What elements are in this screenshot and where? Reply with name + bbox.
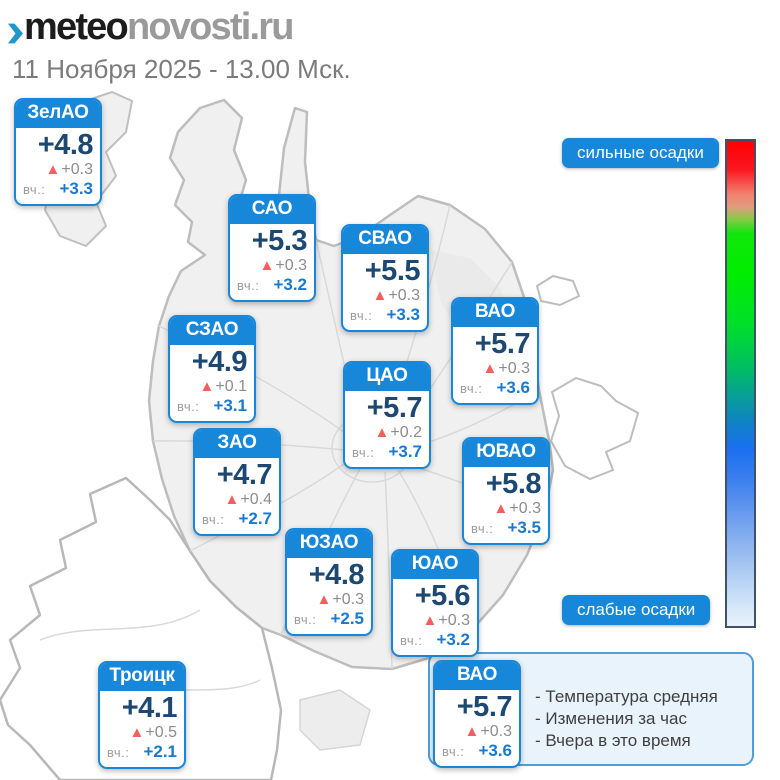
district-temperature: +5.6 [414,580,470,612]
district-temperature: +4.8 [308,559,364,591]
yesterday-label: вч.: [442,744,465,760]
yesterday-label: вч.: [460,381,483,397]
up-triangle-icon: ▲ [259,256,275,274]
weak-precipitation-label: слабые осадки [562,595,710,625]
district-yesterday: +3.3 [386,305,420,325]
up-triangle-icon: ▲ [45,160,61,178]
district-card-ЦАО[interactable] [343,361,431,469]
yesterday-label: вч.: [23,182,46,198]
district-change: +0.1 [215,378,247,396]
up-triangle-icon: ▲ [316,590,332,608]
district-change: +0.3 [61,161,93,179]
district-card-Троицк[interactable] [98,661,186,769]
district-name: СВАО [343,226,427,254]
district-change: +0.3 [388,287,420,305]
district-name: ВАО [453,299,537,327]
yesterday-label: вч.: [237,278,260,294]
district-temperature: +4.7 [216,459,272,491]
yesterday-label: вч.: [294,612,317,628]
up-triangle-icon: ▲ [374,423,390,441]
district-temperature: +5.8 [485,468,541,500]
district-card-ЮАО[interactable] [391,549,479,657]
district-change: +0.3 [509,500,541,518]
district-change: +0.3 [275,257,307,275]
district-yesterday: +3.2 [273,275,307,295]
district-name: ЦАО [345,363,429,391]
yesterday-label: вч.: [350,308,373,324]
up-triangle-icon: ▲ [199,377,215,395]
district-change: +0.2 [390,424,422,442]
up-triangle-icon: ▲ [372,286,388,304]
district-change: +0.3 [438,612,470,630]
district-name: СЗАО [170,317,254,345]
legend-card-district-name: ВАО [435,662,519,690]
district-temperature: +5.7 [474,328,530,360]
district-card-СЗАО[interactable] [168,315,256,423]
district-name: ЮЗАО [287,530,371,558]
yesterday-label: вч.: [202,512,225,528]
precipitation-colorbar [725,139,756,628]
district-change: +0.3 [498,360,530,378]
logo-chevron-icon [8,23,23,44]
district-card-САО[interactable] [228,194,316,302]
up-triangle-icon: ▲ [493,499,509,517]
district-temperature: +4.8 [37,129,93,161]
district-name: ЗАО [195,430,279,458]
district-yesterday: +3.2 [436,630,470,650]
legend-explanations [535,686,718,752]
district-yesterday: +2.1 [143,742,177,762]
district-temperature: +5.5 [364,255,420,287]
district-change: +0.4 [240,491,272,509]
district-yesterday: +3.5 [507,518,541,538]
district-card-СВАО[interactable] [341,224,429,332]
logo-text-primary: meteo [24,6,127,48]
legend-line-change: - Изменения за час [535,709,687,728]
district-card-ЗелАО[interactable] [14,98,102,206]
up-triangle-icon: ▲ [422,611,438,629]
district-card-ЗАО[interactable] [193,428,281,536]
legend-line-yesterday: - Вчера в это время [535,731,691,750]
district-change: +0.5 [145,724,177,742]
yesterday-label: вч.: [471,521,494,537]
district-name: САО [230,196,314,224]
district-change: +0.3 [332,591,364,609]
district-temperature: +5.3 [251,225,307,257]
legend-card-change: +0.3 [480,723,512,741]
district-name: ЮВАО [464,439,548,467]
district-yesterday: +3.3 [59,179,93,199]
district-temperature: +4.1 [121,692,177,724]
district-yesterday: +3.6 [496,378,530,398]
district-temperature: +5.7 [366,392,422,424]
district-name: ЮАО [393,551,477,579]
district-name: Троицк [100,663,184,691]
district-yesterday: +2.5 [330,609,364,629]
up-triangle-icon: ▲ [464,722,480,740]
site-logo[interactable] [8,8,293,46]
date-time-label: 11 Ноября 2025 - 13.00 Мск. [12,54,351,84]
district-yesterday: +2.7 [238,509,272,529]
yesterday-label: вч.: [107,745,130,761]
yesterday-label: вч.: [400,633,423,649]
legend-card-yesterday: +3.6 [478,741,512,761]
yesterday-label: вч.: [177,399,200,415]
up-triangle-icon: ▲ [224,490,240,508]
legend-line-temperature: - Температура средняя [535,687,718,706]
up-triangle-icon: ▲ [482,359,498,377]
yesterday-label: вч.: [352,445,375,461]
district-card-ВАО[interactable] [451,297,539,405]
legend-card-temperature: +5.7 [456,691,512,723]
district-card-ЮВАО[interactable] [462,437,550,545]
legend-example-card [433,660,521,768]
logo-text-secondary: novosti.ru [126,6,293,48]
district-name: ЗелАО [16,100,100,128]
strong-precipitation-label: сильные осадки [562,138,719,168]
district-yesterday: +3.1 [213,396,247,416]
up-triangle-icon: ▲ [129,723,145,741]
district-temperature: +4.9 [191,346,247,378]
district-yesterday: +3.7 [388,442,422,462]
district-card-ЮЗАО[interactable] [285,528,373,636]
